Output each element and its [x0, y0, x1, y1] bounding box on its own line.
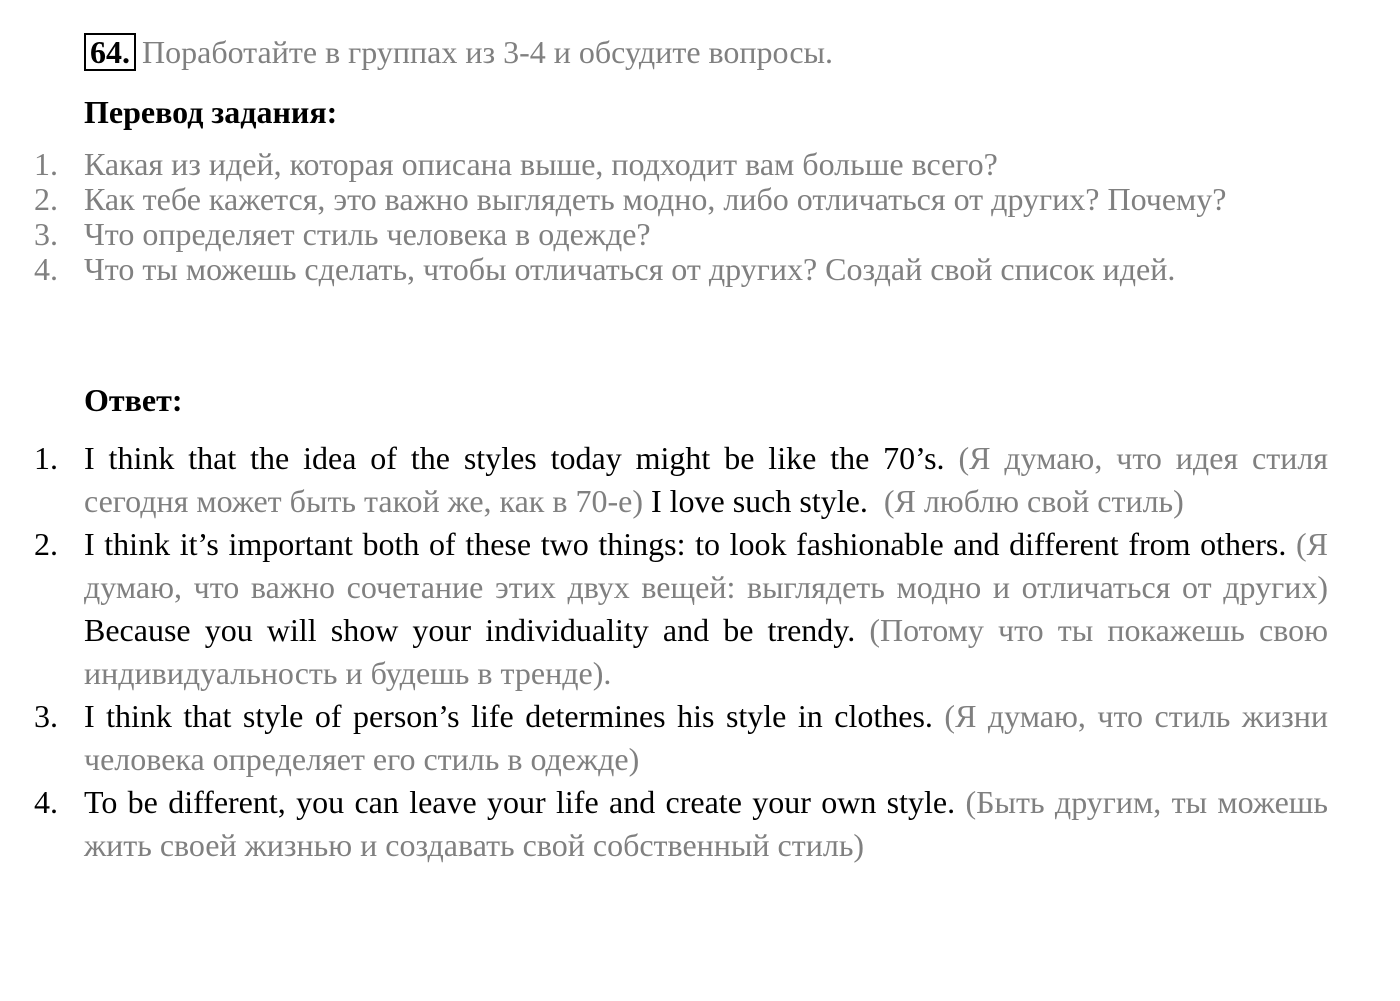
question-text: Как тебе кажется, это важно выглядеть модно, либо отличаться от других? Почему? [84, 181, 1227, 217]
answer-text [84, 437, 1328, 523]
answer-translation: (Потому что ты покажешь свою индивидуальность и будешь в тренде). [84, 612, 1329, 691]
answer-item [34, 695, 1328, 781]
answer-translation: (Я думаю, что идея стиля сегодня может быть такой же, как в 70-е) [84, 440, 1329, 519]
answer-translation: (Я люблю свой стиль) [883, 483, 1184, 519]
answer-english: I think it’s important both of these two things: to look fashionable and different from others. [84, 526, 1287, 562]
answer-number: 3. [34, 698, 58, 734]
answer-number: 2. [34, 526, 58, 562]
answer-translation: (Я думаю, что важно сочетание этих двух вещей: выглядеть модно и отличаться от других) [84, 526, 1329, 605]
answer-item [34, 523, 1328, 695]
answer-translation: (Быть другим, ты можешь жить своей жизнью и создавать свой собственный стиль) [84, 784, 1329, 863]
question-number: 4. [34, 251, 58, 287]
answer-text [84, 695, 1328, 781]
question-number: 1. [34, 146, 58, 182]
answer-item [34, 437, 1328, 523]
question-item [34, 217, 1328, 252]
question-text: Какая из идей, которая описана выше, подходит вам больше всего? [84, 146, 998, 182]
answer-english: I think that style of person’s life determines his style in clothes. [84, 698, 933, 734]
answer-english: Because you will show your individuality and be trendy. [84, 612, 856, 648]
answer-number: 1. [34, 440, 58, 476]
question-number: 3. [34, 216, 58, 252]
answer-english: To be different, you can leave your life and create your own style. [84, 784, 956, 820]
answer-text [84, 781, 1328, 867]
answer-text [84, 523, 1328, 695]
question-item [34, 252, 1328, 287]
answer-english: I love such style. [650, 483, 868, 519]
question-item [34, 147, 1328, 182]
question-text: Что определяет стиль человека в одежде? [84, 216, 651, 252]
answer-number: 4. [34, 784, 58, 820]
answer-item [34, 781, 1328, 867]
task-number-box: 64. [84, 33, 136, 71]
question-text: Что ты можешь сделать, чтобы отличаться от других? Создай свой список идей. [84, 251, 1176, 287]
answer-title: Ответ: [84, 382, 183, 418]
task-header [84, 32, 833, 72]
answer-translation: (Я думаю, что стиль жизни человека определяет его стиль в одежде) [84, 698, 1329, 777]
answers-list [34, 437, 1328, 867]
task-instruction: Поработайте в группах из 3-4 и обсудите вопросы. [142, 34, 834, 70]
answer-english: I think that the idea of the styles today might be like the 70’s. [84, 440, 945, 476]
translation-title: Перевод задания: [84, 94, 338, 130]
question-number: 2. [34, 181, 58, 217]
question-item [34, 182, 1328, 217]
translated-questions-list [34, 147, 1328, 287]
